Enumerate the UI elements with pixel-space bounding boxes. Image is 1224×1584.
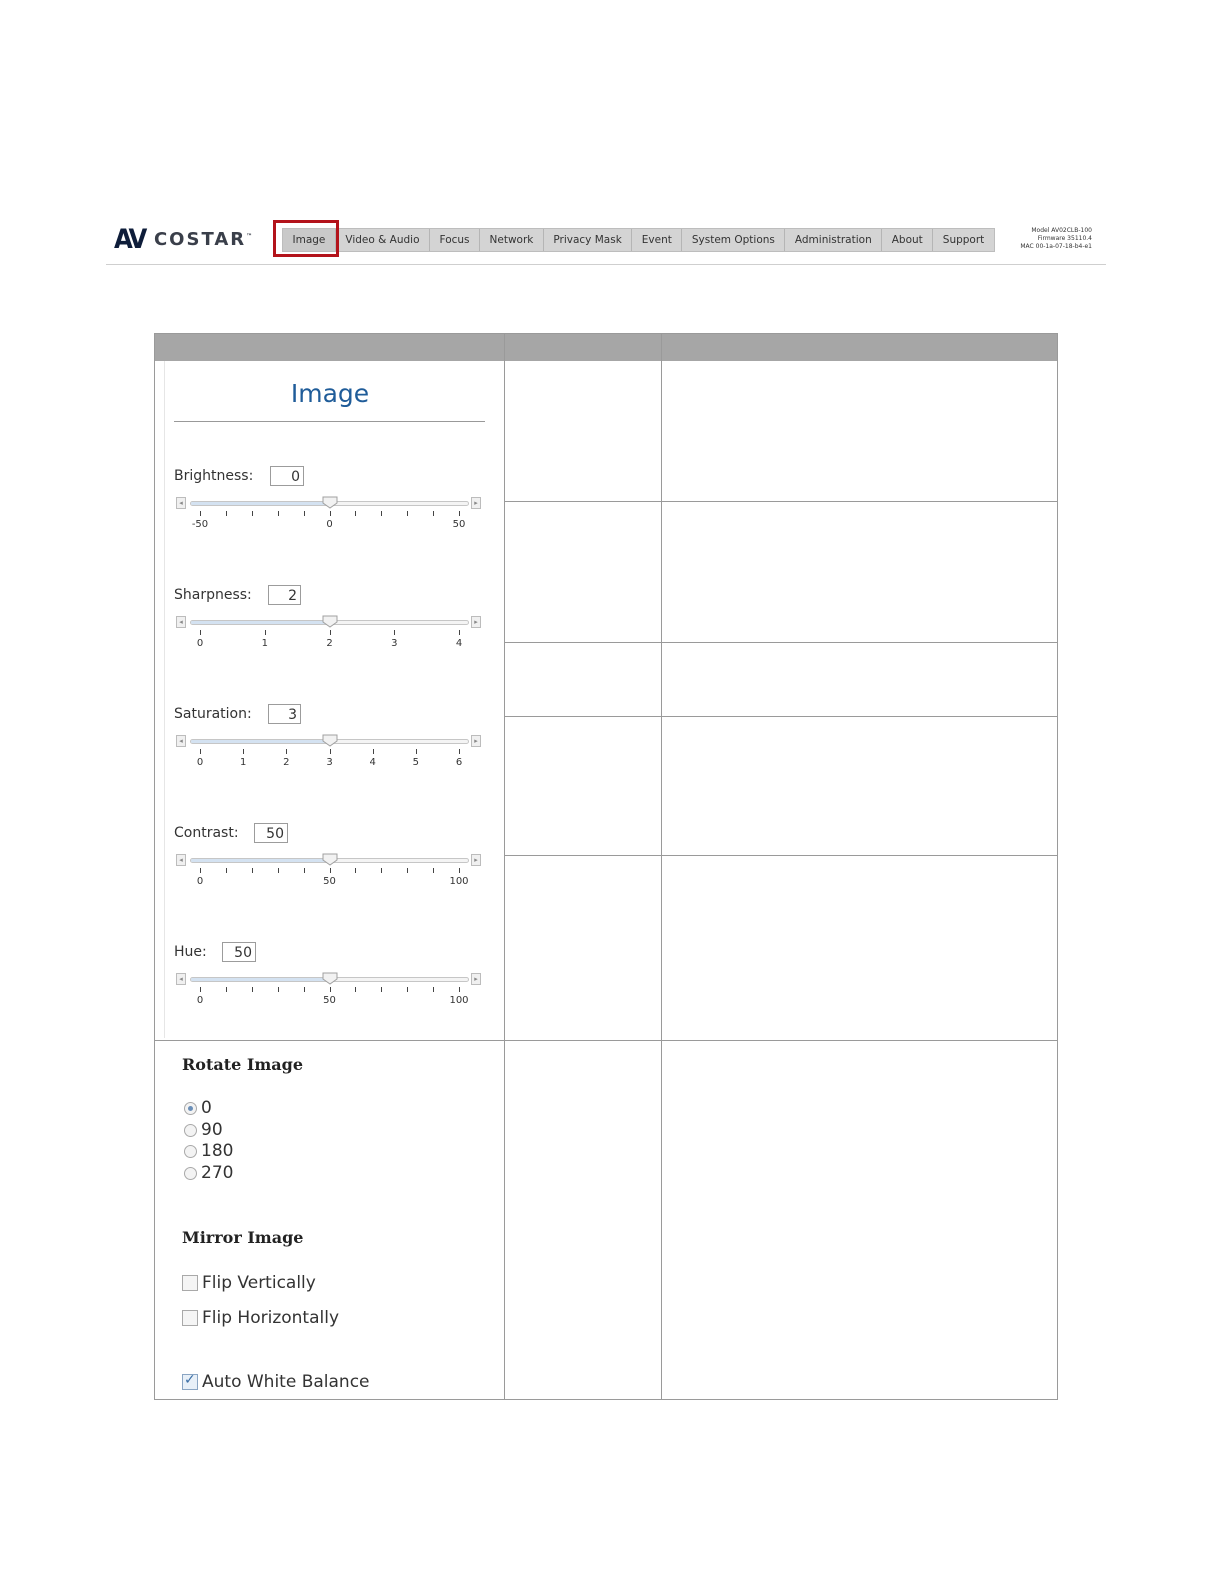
slider-tick bbox=[381, 868, 382, 873]
slider-tick bbox=[381, 987, 382, 992]
slider-tick bbox=[226, 511, 227, 516]
rotate-radio-180[interactable] bbox=[184, 1145, 197, 1158]
slider-tick bbox=[355, 868, 356, 873]
slider-tick bbox=[226, 868, 227, 873]
column-divider bbox=[504, 334, 505, 1400]
slider-tick-label: 1 bbox=[261, 638, 268, 649]
logo-trademark: ™ bbox=[246, 232, 255, 240]
slider-tick bbox=[200, 987, 201, 992]
slider-tick-label: 50 bbox=[452, 519, 466, 530]
device-model: Model AV02CLB-100 bbox=[1031, 227, 1092, 234]
flip-vertically-checkbox[interactable] bbox=[182, 1275, 198, 1291]
slider-right-arrow-icon[interactable]: ▸ bbox=[471, 735, 481, 747]
slider-tick bbox=[278, 987, 279, 992]
tab-highlight-box bbox=[273, 220, 339, 257]
slider-tick-label: 0 bbox=[326, 519, 333, 530]
slider-value-input[interactable]: 2 bbox=[268, 585, 301, 605]
slider-tick bbox=[252, 511, 253, 516]
slider-right-arrow-icon[interactable]: ▸ bbox=[471, 973, 481, 985]
slider-tick bbox=[304, 511, 305, 516]
auto-white-balance-label: Auto White Balance bbox=[202, 1372, 370, 1392]
slider-tick bbox=[200, 749, 201, 754]
slider-tick bbox=[355, 987, 356, 992]
slider-tick-label: 0 bbox=[196, 876, 204, 887]
slider-tick bbox=[407, 511, 408, 516]
logo-av-mark: AV bbox=[114, 223, 145, 255]
rotate-option-180[interactable] bbox=[184, 1141, 233, 1161]
rotate-image-title: Rotate Image bbox=[182, 1055, 304, 1074]
slider-right-arrow-icon[interactable]: ▸ bbox=[471, 497, 481, 509]
slider-track-fill bbox=[191, 502, 330, 505]
slider-tick bbox=[330, 511, 331, 516]
image-panel bbox=[164, 361, 503, 1038]
row-divider bbox=[505, 716, 1057, 717]
slider-tick bbox=[355, 511, 356, 516]
slider-tick-label: 1 bbox=[239, 757, 247, 768]
slider-label: Sharpness: bbox=[174, 587, 252, 603]
slider-label: Hue: bbox=[174, 944, 207, 960]
slider-left-arrow-icon[interactable]: ◂ bbox=[176, 854, 186, 866]
slider-tick bbox=[381, 511, 382, 516]
slider-tick bbox=[330, 630, 331, 635]
slider-label: Contrast: bbox=[174, 825, 239, 841]
row-divider bbox=[505, 642, 1057, 643]
slider-right-arrow-icon[interactable]: ▸ bbox=[471, 616, 481, 628]
slider-tick bbox=[459, 630, 460, 635]
slider-left-arrow-icon[interactable]: ◂ bbox=[176, 735, 186, 747]
slider-track-fill bbox=[191, 859, 330, 862]
slider-tick bbox=[200, 630, 201, 635]
slider-tick bbox=[278, 511, 279, 516]
tab-support[interactable]: Support bbox=[942, 234, 985, 246]
slider-tick bbox=[459, 868, 460, 873]
row-divider bbox=[505, 855, 1057, 856]
slider-thumb[interactable] bbox=[322, 972, 338, 985]
slider-value-input[interactable]: 50 bbox=[254, 823, 288, 843]
rotate-option-0[interactable] bbox=[184, 1098, 212, 1118]
slider-tick-label: 3 bbox=[391, 638, 398, 649]
mirror-image-title: Mirror Image bbox=[182, 1228, 304, 1247]
slider-tick bbox=[433, 868, 434, 873]
slider-tick bbox=[394, 630, 395, 635]
slider-thumb[interactable] bbox=[322, 615, 338, 628]
slider-left-arrow-icon[interactable]: ◂ bbox=[176, 497, 186, 509]
slider-tick bbox=[200, 868, 201, 873]
logo-wordmark-text: COSTAR bbox=[153, 228, 247, 250]
slider-left-arrow-icon[interactable]: ◂ bbox=[176, 616, 186, 628]
slider-thumb[interactable] bbox=[322, 853, 338, 866]
slider-tick bbox=[304, 987, 305, 992]
header-divider bbox=[106, 264, 1106, 265]
flip-vertically-option[interactable] bbox=[182, 1273, 316, 1293]
slider-tick bbox=[252, 987, 253, 992]
slider-tick-label: 0 bbox=[196, 638, 204, 649]
tab-network[interactable]: Network bbox=[480, 229, 544, 251]
slider-tick bbox=[459, 749, 460, 754]
table-header-bar bbox=[155, 334, 1057, 361]
slider-tick-label: 2 bbox=[326, 638, 333, 649]
rotate-option-90[interactable] bbox=[184, 1120, 223, 1140]
slider-tick bbox=[407, 987, 408, 992]
logo-wordmark bbox=[154, 229, 254, 250]
slider-tick bbox=[330, 987, 331, 992]
rotate-option-label: 90 bbox=[201, 1120, 223, 1140]
slider-tick bbox=[433, 511, 434, 516]
rotate-option-270[interactable] bbox=[184, 1163, 233, 1183]
main-nav bbox=[282, 228, 995, 252]
slider-tick bbox=[200, 511, 201, 516]
tab-system-options[interactable]: System Options bbox=[682, 229, 785, 251]
slider-tick bbox=[373, 749, 374, 754]
slider-tick bbox=[416, 749, 417, 754]
slider-left-arrow-icon[interactable]: ◂ bbox=[176, 973, 186, 985]
rotate-option-label: 270 bbox=[201, 1163, 234, 1183]
slider-tick-label: -50 bbox=[191, 519, 209, 530]
slider-track-fill bbox=[191, 621, 330, 624]
slider-thumb[interactable] bbox=[322, 734, 338, 747]
slider-tick bbox=[459, 511, 460, 516]
slider-tick bbox=[407, 868, 408, 873]
brand-logo bbox=[114, 225, 254, 253]
slider-tick-label: 2 bbox=[283, 757, 290, 768]
slider-label: Saturation: bbox=[174, 706, 252, 722]
rotate-radio-0[interactable] bbox=[184, 1102, 197, 1115]
slider-tick bbox=[252, 868, 253, 873]
slider-tick-label: 4 bbox=[455, 638, 463, 649]
slider-tick bbox=[459, 987, 460, 992]
slider-right-arrow-icon[interactable]: ▸ bbox=[471, 854, 481, 866]
slider-tick bbox=[265, 630, 266, 635]
flip-horizontally-option[interactable] bbox=[182, 1308, 339, 1328]
tab-about[interactable]: About bbox=[882, 229, 933, 251]
slider-tick-label: 0 bbox=[196, 757, 204, 768]
slider-tick bbox=[226, 987, 227, 992]
slider-value-input[interactable]: 50 bbox=[222, 942, 256, 962]
slider-label: Brightness: bbox=[174, 468, 254, 484]
rotate-radio-90[interactable] bbox=[184, 1124, 197, 1137]
tab-event[interactable]: Event bbox=[632, 229, 682, 251]
panel-title-divider bbox=[174, 421, 485, 422]
slider-tick bbox=[330, 868, 331, 873]
slider-tick bbox=[278, 868, 279, 873]
slider-tick-label: 100 bbox=[449, 876, 469, 887]
slider-tick bbox=[286, 749, 287, 754]
flip-vertically-label: Flip Vertically bbox=[202, 1273, 316, 1293]
slider-tick-label: 50 bbox=[323, 995, 336, 1006]
device-mac: MAC 00-1a-07-18-b4-e1 bbox=[1020, 243, 1092, 250]
slider-tick bbox=[433, 987, 434, 992]
row-divider bbox=[505, 501, 1057, 502]
flip-horizontally-checkbox[interactable] bbox=[182, 1310, 198, 1326]
slider-tick-label: 100 bbox=[449, 995, 469, 1006]
row-divider bbox=[155, 1040, 1057, 1041]
tab-image[interactable]: Image bbox=[283, 229, 336, 251]
slider-tick-label: 5 bbox=[412, 757, 420, 768]
tab-focus[interactable]: Focus bbox=[430, 229, 480, 251]
slider-tick-label: 50 bbox=[323, 876, 336, 887]
panel-title: Image bbox=[290, 379, 370, 408]
tab-administration[interactable]: Administration bbox=[785, 229, 882, 251]
device-info bbox=[1004, 227, 1092, 251]
rotate-option-label: 180 bbox=[201, 1141, 234, 1161]
slider-thumb[interactable] bbox=[322, 496, 338, 509]
slider-value-input[interactable]: 3 bbox=[268, 704, 301, 724]
column-divider bbox=[661, 334, 662, 1400]
flip-horizontally-label: Flip Horizontally bbox=[202, 1308, 340, 1328]
slider-tick-label: 6 bbox=[455, 757, 463, 768]
slider-tick-label: 4 bbox=[369, 757, 376, 768]
rotate-option-label: 0 bbox=[201, 1098, 212, 1118]
slider-track-fill bbox=[191, 978, 330, 981]
slider-track-fill bbox=[191, 740, 330, 743]
rotate-radio-270[interactable] bbox=[184, 1167, 197, 1180]
tab-privacy-mask[interactable]: Privacy Mask bbox=[544, 229, 632, 251]
slider-tick bbox=[330, 749, 331, 754]
slider-tick-label: 3 bbox=[326, 757, 333, 768]
slider-value-input[interactable]: 0 bbox=[270, 466, 304, 486]
slider-tick bbox=[304, 868, 305, 873]
tab-video-audio[interactable]: Video & Audio bbox=[336, 229, 430, 251]
slider-tick bbox=[243, 749, 244, 754]
device-firmware: Firmware 35110.4 bbox=[1037, 235, 1092, 242]
auto-white-balance-option[interactable] bbox=[182, 1372, 370, 1392]
auto-white-balance-checkbox[interactable] bbox=[182, 1374, 198, 1390]
slider-tick-label: 0 bbox=[196, 995, 204, 1006]
